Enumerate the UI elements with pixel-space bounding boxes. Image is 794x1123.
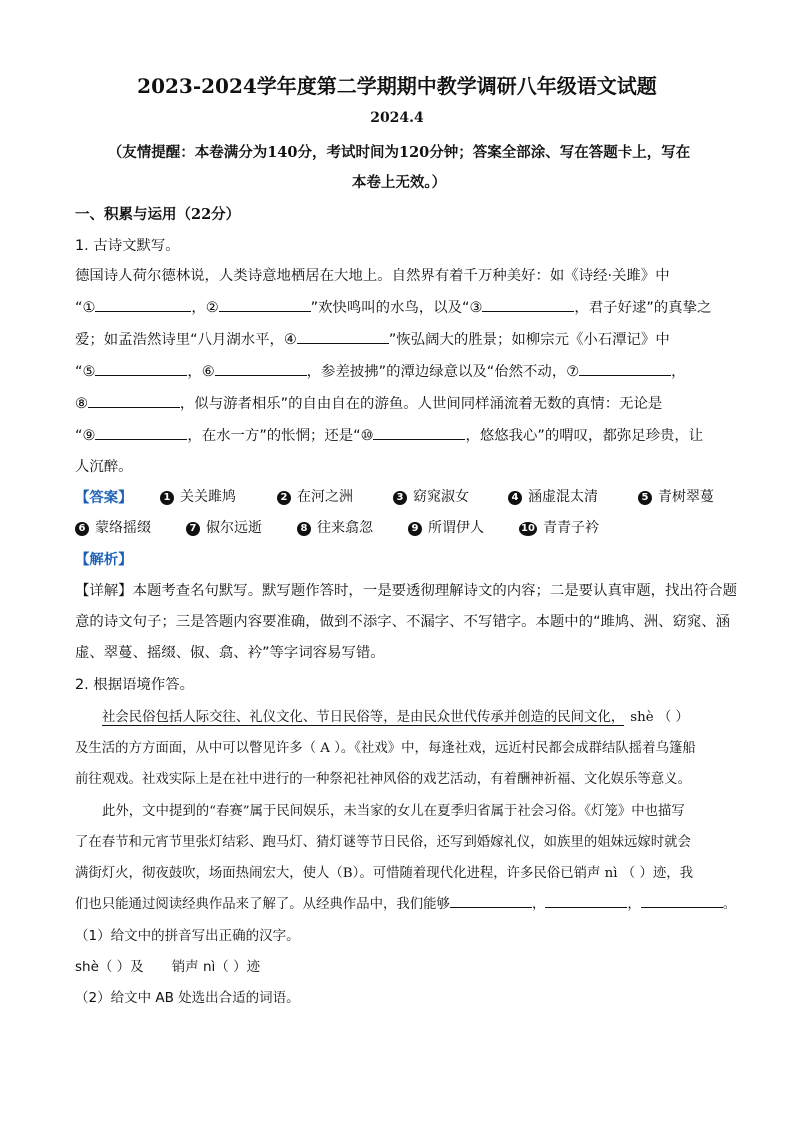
q2-para1-line3: 前往观戏。社戏实际上是在社中进行的一种祭祀社神风俗的戏艺活动，有着酬神祈福、文化娱乐等意义。 <box>75 772 691 787</box>
q1-line-1: 德国诗人荷尔德林说，人类诗意地栖居在大地上。自然界有着千万种美好：如《诗经·关雎》中 <box>75 268 670 284</box>
q2-para2-line4: 们也只能通过阅读经典作品来了解了。从经典作品中，我们能够 ， ， 。 <box>75 893 736 912</box>
answer-7: 7 俶尔远逝 <box>186 517 262 537</box>
q1-line-4: “⑤ ，⑥ ，参差披拂”的潭边绿意以及“佁然不动，⑦ ， <box>75 360 686 381</box>
blank-2[interactable] <box>219 297 311 312</box>
blank-10[interactable] <box>373 425 465 440</box>
detail-line-1: 【详解】本题考查名句默写。默写题作答时，一是要透彻理解诗文的内容；二是要认真审题，找出符合题 <box>75 583 737 599</box>
answer-2: 2 在河之洲 <box>277 486 353 506</box>
answer-9: 9 所谓伊人 <box>408 517 484 537</box>
q1-line-2: “① ，② ”欢快鸣叫的水鸟，以及“③ ，君子好逑”的真挚之 <box>75 296 711 317</box>
blank-9[interactable] <box>95 425 187 440</box>
blank-4[interactable] <box>297 329 389 344</box>
blank-7[interactable] <box>579 361 671 376</box>
blank-q2-3[interactable] <box>641 893 723 908</box>
answer-10: 10 青青子衿 <box>519 517 599 537</box>
notice-line-2: 本卷上无效。） <box>351 174 447 191</box>
q1-line-3: 爱；如孟浩然诗里“八月湖水平，④ ”恢弘阔大的胜景；如柳宗元《小石潭记》中 <box>75 328 670 349</box>
q2-para2-line2: 了在春节和元宵节里张灯结彩、跑马灯、猜灯谜等节日民俗，还写到婚嫁礼仪，如族里的姐妹远嫁时就会 <box>75 835 691 850</box>
answer-1: 1 关关雎鸠 <box>160 486 236 506</box>
detail-line-3: 虚、翠蔓、摇缀、俶、翕、衿”等字词容易写错。 <box>75 645 385 661</box>
detail-line-2: 意的诗文句子；三是答题内容要准确，做到不添字、不漏字、不写错字。本题中的“雎鸠、洲、窈窕、涵 <box>75 614 731 630</box>
q2-para1-line1: 社会民俗包括人际交往、礼仪文化、节日民俗等，是由民众世代传承并创造的民间文化， shè （ ） <box>102 710 689 725</box>
blank-1[interactable] <box>95 297 191 312</box>
blank-q2-1[interactable] <box>450 893 532 908</box>
q1-line-5: ⑧ ，似与游者相乐”的自由自在的游鱼。人世间同样涌流着无数的真情：无论是 <box>75 392 662 413</box>
q2-sub1: （1）给文中的拼音写出正确的汉字。 <box>75 928 300 944</box>
blank-6[interactable] <box>215 361 307 376</box>
answer-4: 4 涵虚混太清 <box>508 486 598 506</box>
page-title: 2023-2024学年度第二学期期中教学调研八年级语文试题 <box>137 74 657 98</box>
blank-5[interactable] <box>95 361 187 376</box>
q2-para2-line3: 满街灯火，彻夜鼓吹，场面热闹宏大，使人（B）。可惜随着现代化进程，许多民俗已销声 nì （ ）迹，我 <box>75 866 694 881</box>
q1-line-6: “⑨ ，在水一方”的怅惘；还是“⑩ ，悠悠我心”的喟叹，都弥足珍贵，让 <box>75 424 703 445</box>
answer-8: 8 往来翕忽 <box>297 517 373 537</box>
q2-sub1-answer: shè（ ）及 销声 nì（ ）迹 <box>75 959 261 975</box>
analysis-label: 【解析】 <box>75 552 133 568</box>
answer-5: 5 青树翠蔓 <box>638 486 714 506</box>
blank-3[interactable] <box>482 297 574 312</box>
q1-title: 1. 古诗文默写。 <box>75 238 180 254</box>
exam-date: 2024.4 <box>370 110 424 126</box>
notice <box>76 138 722 198</box>
blank-8[interactable] <box>88 393 180 408</box>
section-heading: 一、积累与运用（22分） <box>75 206 241 223</box>
q2-title: 2. 根据语境作答。 <box>75 677 195 693</box>
answer-6: 6 蒙络摇缀 <box>75 517 151 537</box>
q2-sub2: （2）给文中 AB 处选出合适的词语。 <box>75 990 300 1006</box>
answer-3: 3 窈窕淑女 <box>393 486 469 506</box>
q2-para1-line2: 及生活的方方面面，从中可以瞥见许多（ A ）。《社戏》中，每逢社戏，远近村民都会成群结队摇着乌篷船 <box>75 741 696 756</box>
blank-q2-2[interactable] <box>545 893 627 908</box>
notice-line-1: （友情提醒：本卷满分为140分，考试时间为120分钟；答案全部涂、写在答题卡上，写在 <box>107 144 691 161</box>
q2-para2-line1: 此外，文中提到的“春赛”属于民间娱乐，未当家的女儿在夏季归省属于社会习俗。《灯笼》中也描写 <box>102 804 685 819</box>
answer-label: 【答案】 <box>75 490 133 506</box>
q1-line-7: 人沉醉。 <box>75 459 133 475</box>
